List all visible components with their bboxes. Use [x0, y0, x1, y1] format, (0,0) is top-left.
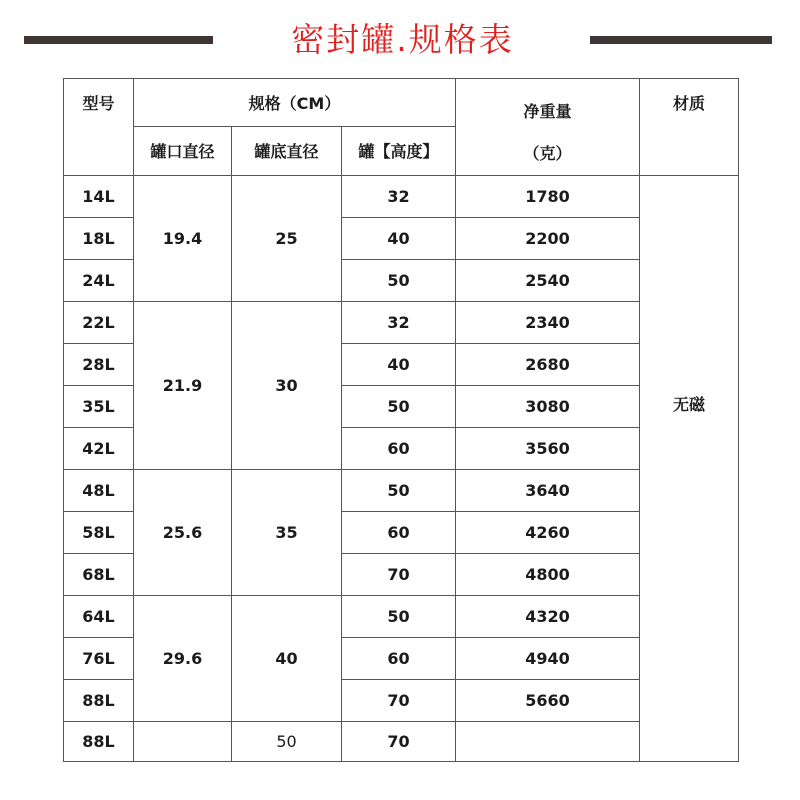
weight-cell: 4940 — [456, 638, 640, 680]
height-cell: 40 — [342, 344, 456, 386]
table-row — [64, 470, 739, 512]
model-cell: 58L — [64, 512, 134, 554]
weight-cell: 4260 — [456, 512, 640, 554]
weight-cell: 1780 — [456, 176, 640, 218]
model-cell: 88L — [64, 680, 134, 722]
weight-cell: 2340 — [456, 302, 640, 344]
model-cell: 76L — [64, 638, 134, 680]
spec-table-body — [64, 79, 739, 762]
table-row — [64, 176, 739, 218]
table-row — [64, 722, 739, 762]
bottom-diameter-cell: 40 — [232, 596, 342, 722]
height-cell: 60 — [342, 428, 456, 470]
weight-cell: 5660 — [456, 680, 640, 722]
header-bottom-diameter: 罐底直径 — [232, 126, 342, 175]
weight-cell: 4320 — [456, 596, 640, 638]
header-model: 型号 — [64, 79, 134, 176]
weight-cell: 2540 — [456, 260, 640, 302]
height-cell: 70 — [342, 722, 456, 762]
model-cell: 88L — [64, 722, 134, 762]
height-cell: 50 — [342, 470, 456, 512]
model-cell: 35L — [64, 386, 134, 428]
height-cell: 50 — [342, 596, 456, 638]
weight-cell: 3080 — [456, 386, 640, 428]
table-row — [64, 596, 739, 638]
title-decor-bar-right — [590, 36, 772, 44]
height-cell: 50 — [342, 260, 456, 302]
weight-cell: 4800 — [456, 554, 640, 596]
bottom-diameter-cell: 50 — [232, 722, 342, 762]
header-weight — [456, 79, 640, 176]
weight-cell: 2200 — [456, 218, 640, 260]
page-title: 密封罐.规格表 — [291, 20, 514, 59]
model-cell: 22L — [64, 302, 134, 344]
height-cell: 60 — [342, 638, 456, 680]
table-row — [64, 302, 739, 344]
height-cell: 40 — [342, 218, 456, 260]
mouth-diameter-cell: 19.4 — [134, 176, 232, 302]
header-mouth-diameter: 罐口直径 — [134, 126, 232, 175]
spec-table — [63, 78, 739, 762]
height-cell: 70 — [342, 554, 456, 596]
weight-cell: 3640 — [456, 470, 640, 512]
model-cell: 14L — [64, 176, 134, 218]
mouth-diameter-cell: 21.9 — [134, 302, 232, 470]
weight-cell — [456, 722, 640, 762]
header-weight-label: 净重量 — [523, 102, 572, 121]
header-spec: 规格（CM） — [134, 79, 456, 127]
height-cell: 60 — [342, 512, 456, 554]
model-cell: 68L — [64, 554, 134, 596]
model-cell: 64L — [64, 596, 134, 638]
weight-cell: 2680 — [456, 344, 640, 386]
bottom-diameter-cell: 30 — [232, 302, 342, 470]
header-weight-unit: （克） — [523, 144, 572, 163]
height-cell: 50 — [342, 386, 456, 428]
mouth-diameter-cell: 29.6 — [134, 596, 232, 722]
mouth-diameter-cell: 25.6 — [134, 470, 232, 596]
weight-cell: 3560 — [456, 428, 640, 470]
height-cell: 32 — [342, 302, 456, 344]
model-cell: 24L — [64, 260, 134, 302]
height-cell: 32 — [342, 176, 456, 218]
mouth-diameter-cell — [134, 722, 232, 762]
header-row-top — [64, 79, 739, 127]
model-cell: 48L — [64, 470, 134, 512]
bottom-diameter-cell: 35 — [232, 470, 342, 596]
model-cell: 28L — [64, 344, 134, 386]
header-material: 材质 — [640, 79, 739, 176]
model-cell: 18L — [64, 218, 134, 260]
material-cell: 无磁 — [640, 176, 739, 762]
bottom-diameter-cell: 25 — [232, 176, 342, 302]
title-decor-bar-left — [24, 36, 213, 44]
model-cell: 42L — [64, 428, 134, 470]
header-height: 罐【高度】 — [342, 126, 456, 175]
height-cell: 70 — [342, 680, 456, 722]
